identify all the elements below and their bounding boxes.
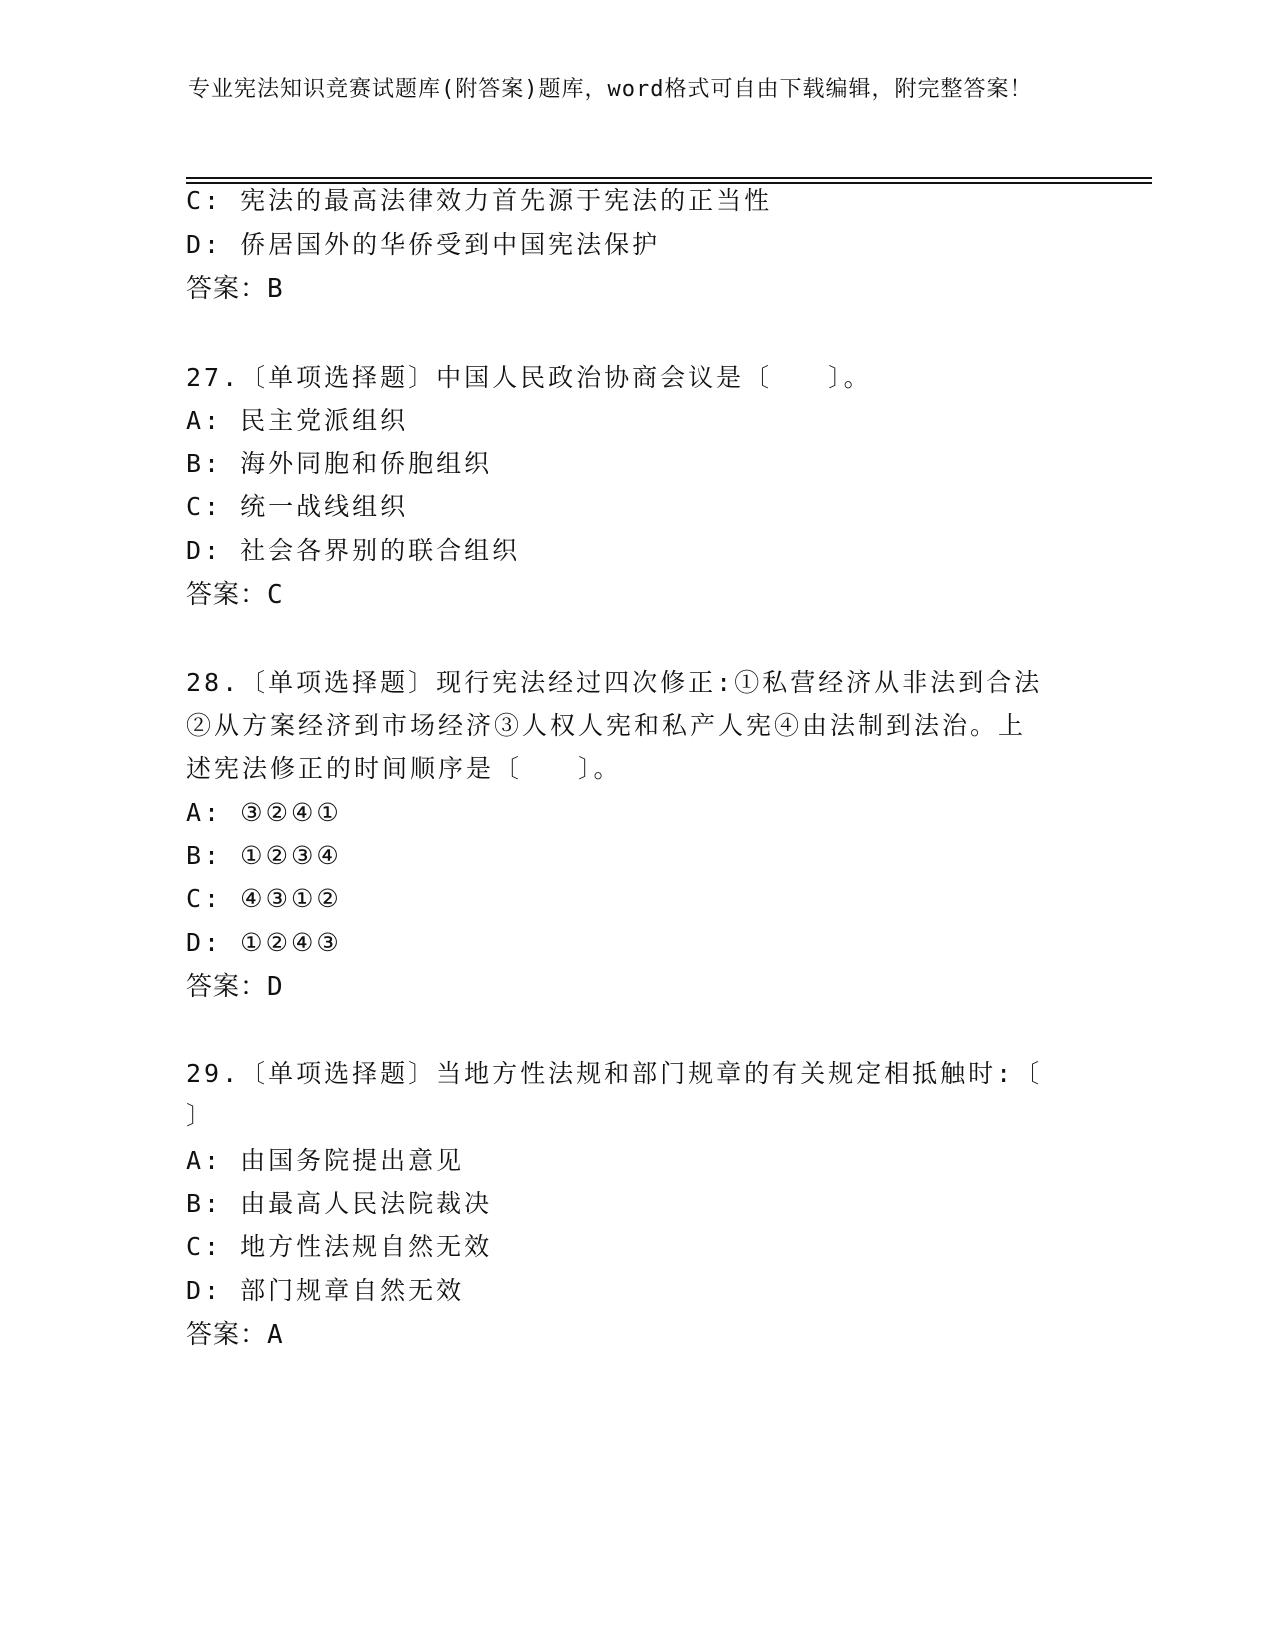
option-a: A: 由国务院提出意见 (186, 1146, 465, 1175)
option-b: B: 由最高人民法院裁决 (186, 1189, 493, 1218)
question-28-stem-line-3: 述宪法修正的时间顺序是〔 〕。 (186, 754, 622, 783)
option-c: C: ④③①② (186, 884, 342, 913)
answer-line (186, 970, 284, 1004)
question-29-stem-line-2: 〕 (186, 1101, 215, 1130)
answer-line (186, 272, 284, 306)
option-c: C: 地方性法规自然无效 (186, 1232, 493, 1261)
answer-value: D (267, 972, 284, 1002)
question-29-stem-line-1: 29.〔单项选择题〕当地方性法规和部门规章的有关规定相抵触时:〔 (186, 1059, 1043, 1088)
option-d: D: 侨居国外的华侨受到中国宪法保护 (186, 230, 661, 259)
option-b: B: 海外同胞和侨胞组织 (186, 449, 493, 478)
answer-label: 答案： (186, 274, 268, 304)
option-c: C: 统一战线组织 (186, 492, 409, 521)
answer-value: C (267, 580, 284, 610)
answer-value: A (267, 1320, 284, 1350)
answer-line (186, 578, 284, 612)
option-a: A: 民主党派组织 (186, 406, 409, 435)
option-a: A: ③②④① (186, 798, 342, 827)
answer-label: 答案： (186, 580, 268, 610)
question-28-stem-line-2: ②从方案经济到市场经济③人权人宪和私产人宪④由法制到法治。上 (186, 711, 1027, 740)
answer-label: 答案： (186, 972, 268, 1002)
answer-label: 答案： (186, 1320, 268, 1350)
page-header: 专业宪法知识竞赛试题库(附答案)题库，word格式可自由下载编辑，附完整答案！ (188, 77, 1033, 102)
answer-line (186, 1318, 284, 1352)
option-d: D: ①②④③ (186, 928, 342, 957)
answer-value: B (267, 274, 284, 304)
question-27-stem: 27.〔单项选择题〕中国人民政治协商会议是〔 〕。 (186, 363, 872, 392)
option-d: D: 部门规章自然无效 (186, 1276, 465, 1305)
option-c: C: 宪法的最高法律效力首先源于宪法的正当性 (186, 186, 773, 215)
option-d: D: 社会各界别的联合组织 (186, 536, 521, 565)
option-b: B: ①②③④ (186, 841, 342, 870)
header-divider-top (186, 177, 1152, 179)
question-28-stem-line-1: 28.〔单项选择题〕现行宪法经过四次修正:①私营经济从非法到合法 (186, 668, 1043, 697)
